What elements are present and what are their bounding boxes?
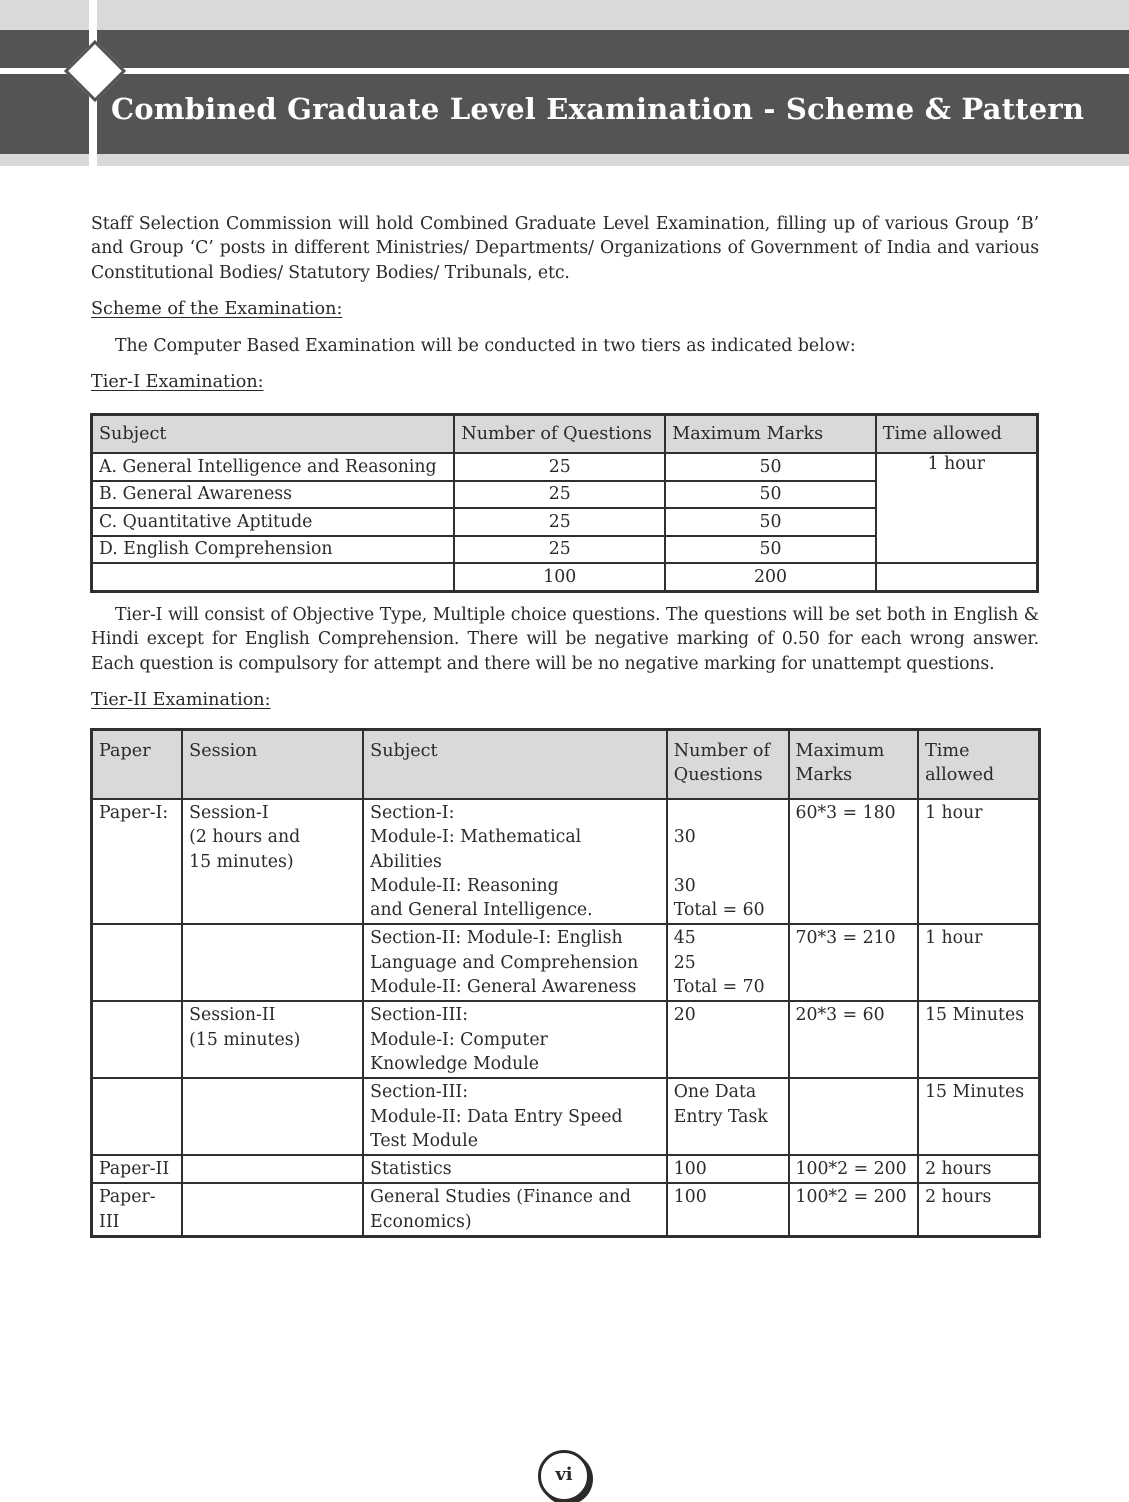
tier2-time-cell: 1 hour — [918, 799, 1039, 924]
tier2-header-questions — [667, 730, 789, 800]
tier2-marks-cell: 60*3 = 180 — [789, 799, 919, 924]
tier1-subject-cell: A. General Intelligence and Reasoning — [92, 453, 455, 481]
tier1-total-marks: 200 — [665, 563, 876, 591]
tier1-marks-cell: 50 — [665, 453, 876, 481]
tier2-subject-line: Module-I: Mathematical — [370, 827, 582, 848]
tier2-paper-cell: Paper-I: — [92, 799, 183, 924]
tier2-paper-cell — [92, 924, 183, 1001]
tier2-questions-line — [674, 801, 782, 825]
tier2-questions-line: Total = 70 — [673, 977, 765, 998]
tier2-marks-cell — [789, 1078, 919, 1155]
page-content — [91, 212, 1039, 394]
page-title: Combined Graduate Level Examination - Scheme & Pattern — [111, 92, 1085, 126]
tier2-time-cell: 1 hour — [918, 924, 1039, 1001]
tier2-subject-line: Statistics — [370, 1159, 452, 1180]
tier2-marks-cell: 100*2 = 200 — [789, 1155, 919, 1183]
tier2-questions-line: Total = 60 — [673, 900, 765, 921]
tier2-questions-line: Entry Task — [673, 1106, 768, 1127]
tier2-questions-line: 30 — [673, 827, 696, 848]
tier2-paper-cell: Paper-II — [92, 1155, 183, 1183]
tier2-paper-cell — [92, 1078, 183, 1155]
tier2-table-body — [92, 799, 1040, 1237]
tier2-session-line: (2 hours and — [189, 827, 301, 848]
tier2-heading: Tier-II Examination: — [91, 689, 271, 710]
tier2-header-time — [918, 730, 1039, 800]
tier2-subject-line: Test Module — [370, 1130, 478, 1151]
tier2-subject-cell — [363, 1001, 667, 1078]
intro-paragraph: Staff Selection Commission will hold Combined Graduate Level Examination, filling up of various Group ‘B’ and Group ‘C’ posts in different Ministries/ Departments/ Organizations of Government of India and various Constitutional Bodies/ Statutory Bodies/ Tribunals, etc. — [91, 214, 1039, 283]
tier2-header-subject: Subject — [363, 730, 667, 800]
tier2-questions-cell — [667, 1078, 789, 1155]
tier2-header-marks-line: Maximum — [795, 741, 885, 761]
tier2-table — [90, 728, 1041, 1238]
tier1-table — [90, 413, 1039, 593]
tier2-header-questions-line: Questions — [673, 765, 763, 786]
header-dark-band — [0, 30, 1129, 68]
tier2-marks-cell: 70*3 = 210 — [789, 924, 919, 1001]
tier2-marks-cell: 100*2 = 200 — [789, 1183, 919, 1236]
tier2-questions-cell — [667, 1183, 789, 1236]
tier2-questions-line: 45 — [673, 928, 696, 949]
tier1-questions-cell: 25 — [454, 508, 665, 536]
tier1-header-questions: Number of Questions — [454, 415, 665, 454]
scheme-heading: Scheme of the Examination: — [91, 298, 343, 319]
tier2-time-cell: 2 hours — [918, 1183, 1039, 1236]
tier2-header-time-line: Time — [925, 741, 970, 761]
tier2-subject-line: Language and Comprehension — [370, 952, 639, 973]
tier2-questions-cell — [667, 924, 789, 1001]
tier2-subject-line: Section-III: — [370, 1005, 469, 1026]
tier2-subject-cell — [363, 1078, 667, 1155]
tier1-total-questions: 100 — [454, 563, 665, 591]
tier2-subject-line: Module-I: Computer — [370, 1029, 548, 1050]
tier2-header-time-line: allowed — [925, 765, 995, 786]
tier2-paper-cell — [92, 1001, 183, 1078]
page-number-badge: vi — [538, 1450, 590, 1502]
tier2-marks-cell: 20*3 = 60 — [789, 1001, 919, 1078]
tier2-session-line: 15 minutes) — [189, 851, 294, 872]
tier2-header-row — [92, 730, 1040, 800]
tier2-questions-line: 20 — [673, 1005, 696, 1026]
tier2-questions-line: 100 — [673, 1159, 707, 1180]
tier2-time-cell: 15 Minutes — [918, 1078, 1039, 1155]
scheme-description: The Computer Based Examination will be conducted in two tiers as indicated below: — [115, 335, 856, 356]
tier1-subject-cell: D. English Comprehension — [92, 536, 455, 564]
tier2-questions-line: One Data — [673, 1082, 757, 1103]
tier2-time-cell: 2 hours — [918, 1155, 1039, 1183]
table-row — [92, 1078, 1040, 1155]
tier1-time-cell: 1 hour — [876, 453, 1038, 563]
tier2-subject-cell — [363, 1183, 667, 1236]
tier1-marks-cell: 50 — [665, 481, 876, 509]
tier2-subject-line: Knowledge Module — [370, 1053, 540, 1074]
tier2-paper-cell: Paper-III — [92, 1183, 183, 1236]
tier2-session-cell — [182, 1001, 363, 1078]
tier1-heading: Tier-I Examination: — [91, 372, 264, 393]
header-top-strip — [0, 0, 1129, 30]
tier2-subject-line: and General Intelligence. — [370, 900, 593, 921]
tier2-subject-line: General Studies (Finance and — [370, 1187, 631, 1208]
table-row — [92, 1183, 1040, 1236]
tier2-subject-cell — [363, 924, 667, 1001]
tier2-subject-line: Economics) — [370, 1211, 472, 1232]
tier2-session-cell — [182, 1183, 363, 1236]
tier1-note-paragraph: Tier-I will consist of Objective Type, Multiple choice questions. The questions will be set both in English & Hindi except for English Comprehension. There will be negative marking of 0.50 for each wrong answer. Each question is compulsory for attempt and there will be no negative marking for unattempt questions. — [91, 605, 1039, 674]
table-row — [92, 924, 1040, 1001]
tier1-marks-cell: 50 — [665, 508, 876, 536]
tier2-subject-line: Section-I: — [370, 803, 455, 823]
tier1-total-time-cell — [876, 563, 1038, 591]
tier2-questions-cell — [667, 1155, 789, 1183]
tier2-session-cell — [182, 924, 363, 1001]
tier2-session-cell — [182, 799, 363, 924]
tier1-note-block — [91, 603, 1039, 712]
tier1-questions-cell: 25 — [454, 453, 665, 481]
tier2-subject-cell — [363, 1155, 667, 1183]
tier1-marks-cell: 50 — [665, 536, 876, 564]
tier2-subject-line: Module-II: General Awareness — [370, 977, 637, 998]
tier2-session-line: (15 minutes) — [189, 1029, 301, 1050]
table-row — [92, 1155, 1040, 1183]
tier1-subject-cell: C. Quantitative Aptitude — [92, 508, 455, 536]
tier2-header-marks — [789, 730, 919, 800]
tier1-header-subject: Subject — [92, 415, 455, 454]
tier2-time-cell: 15 Minutes — [918, 1001, 1039, 1078]
tier2-subject-cell — [363, 799, 667, 924]
tier1-questions-cell: 25 — [454, 536, 665, 564]
tier2-session-cell — [182, 1078, 363, 1155]
tier2-questions-cell — [667, 1001, 789, 1078]
tier2-questions-line: 100 — [673, 1187, 707, 1208]
tier2-header-paper: Paper — [92, 730, 183, 800]
tier2-subject-line: Module-II: Reasoning — [370, 875, 559, 896]
tier1-header-row — [92, 415, 1038, 454]
tier2-header-session: Session — [182, 730, 363, 800]
table-row — [92, 453, 1038, 481]
table-row — [92, 1001, 1040, 1078]
tier2-questions-line — [674, 850, 782, 874]
tier2-session-line: Session-I — [189, 803, 269, 823]
table-row — [92, 799, 1040, 924]
tier2-questions-line: 30 — [673, 875, 696, 896]
tier1-subject-cell: B. General Awareness — [92, 481, 455, 509]
tier2-questions-cell — [667, 799, 789, 924]
tier2-header-marks-line: Marks — [795, 765, 853, 786]
tier1-header-marks: Maximum Marks — [665, 415, 876, 454]
tier1-header-time: Time allowed — [876, 415, 1038, 454]
header-bottom-strip — [0, 154, 1129, 166]
tier2-subject-line: Section-II: Module-I: English — [370, 928, 623, 949]
tier2-session-line: Session-II — [189, 1005, 276, 1026]
tier1-total-row — [92, 563, 1038, 591]
tier2-session-cell — [182, 1155, 363, 1183]
tier1-questions-cell: 25 — [454, 481, 665, 509]
tier2-subject-line: Abilities — [370, 851, 442, 872]
tier2-subject-line: Section-III: — [370, 1082, 469, 1103]
tier2-header-questions-line: Number of — [673, 741, 770, 761]
tier2-subject-line: Module-II: Data Entry Speed — [370, 1106, 623, 1127]
tier2-questions-line: 25 — [673, 952, 696, 973]
tier1-total-label-cell — [92, 563, 455, 591]
